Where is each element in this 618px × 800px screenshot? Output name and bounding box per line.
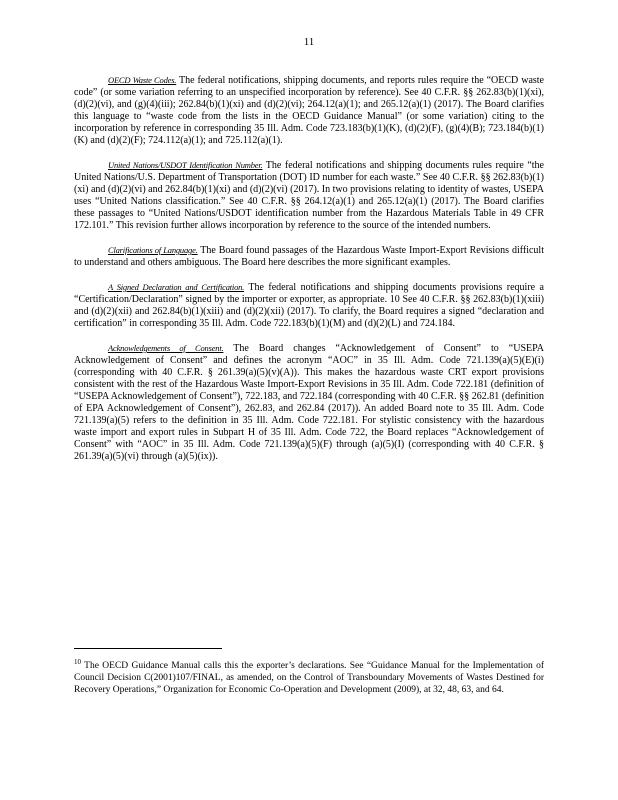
- footnote-text: The OECD Guidance Manual calls this the exporter’s declarations. See “Guidance Manual for the Implementation of Council Decision C(2001)107/FINAL, as amended, on the Control of Transboundary Movements of Wastes Destined for Recovery Operations,” Organization for Economic Co-Operation and Development (2009), at 32, 48, 63, and 64.: [74, 661, 544, 695]
- paragraph-heading: A Signed Declaration and Certification.: [108, 282, 245, 292]
- paragraph-heading: OECD Waste Codes.: [108, 75, 177, 85]
- paragraph-text: The federal notifications, shipping documents, and reports rules require the “OECD waste code” (or some variation referring to an unspecified incorporation by reference). See 40 C.F.R. §§ 262.83(b)(1)(xi), (d)(2)(vi), and (g)(4)(iii); 262.84(b)(1)(xi) and (d)(2)(vi); 264.12(a)(1); and 265.12(a)(1) (2017). The Board clarifies this language to “waste code from the lists in the OECD Guidance Manual” (or some variation) citing to the incorporation by reference in corresponding 35 Ill. Adm. Code 723.183(b)(1)(K), (d)(2)(F), (g)(4)(B); 723.184(b)(1)(K) and (d)(2)(F); 724.112(a)(1); and 725.112(a)(1).: [74, 75, 544, 146]
- paragraph-oecd-waste-codes: [74, 74, 544, 147]
- paragraph-acknowledgements-of-consent: [74, 342, 544, 463]
- footnote-mark: 10: [74, 657, 81, 666]
- paragraph-text: The Board found passages of the Hazardous Waste Import-Export Revisions difficult to understand and others ambiguous. The Board here describes the more significant examples.: [74, 245, 544, 268]
- paragraph-signed-declaration: [74, 281, 544, 330]
- paragraph-un-usdot-id-number: [74, 159, 544, 232]
- page-number: 11: [303, 36, 315, 48]
- footnote: [74, 657, 544, 696]
- footnote-divider: [74, 648, 222, 649]
- paragraph-heading: Clarifications of Language.: [108, 245, 198, 255]
- paragraph-text: The Board changes “Acknowledgement of Consent” to “USEPA Acknowledgement of Consent” and defines the acronym “AOC” in 35 Ill. Adm. Code 721.139(a)(5)(E)(i) (corresponding with 40 C.F.R. § 261.39(a)(5)(v)(A)). This makes the hazardous waste CRT export provisions consistent with the rest of the Hazardous Waste Import-Export Revisions in 35 Ill. Adm. Code 722.181 (definition of “USEPA Acknowledgement of Consent”), 722.183, and 722.184 (corresponding with 40 C.F.R. §§ 262.81 (definition of EPA Acknowledgement of Consent”), 262.83, and 262.84 (2017)). An added Board note to 35 Ill. Adm. Code 721.139(a)(5) refers to the definition in 35 Ill. Adm. Code 722.181. For stylistic consistency with the hazardous waste import and export rules in Subpart H of 35 Ill. Adm. Code 722, the Board replaces “Acknowledgement of Consent” with “AOC” in 35 Ill. Adm. Code 721.139(a)(5)(F) through (a)(5)(I) (corresponding with 40 C.F.R. § 261.39(a)(5)(vi) through (a)(5)(ix)).: [74, 343, 544, 462]
- paragraph-text: The federal notifications and shipping documents provisions require a “Certification/Declaration” signed by the importer or exporter, as appropriate. 10 See 40 C.F.R. §§ 262.83(b)(1)(xiii) and (d)(2)(xii) and 262.84(b)(1)(xiii) and (d)(2)(xii) (2017). To clarify, the Board requires a signed “declaration and certification” in corresponding 35 Ill. Adm. Code 722.183(b)(1)(M) and (d)(2)(L) and 724.184.: [74, 282, 544, 329]
- paragraph-clarifications-of-language: [74, 244, 544, 269]
- paragraph-heading: United Nations/USDOT Identification Number.: [108, 160, 263, 170]
- paragraph-text: The federal notifications and shipping documents rules require “the United Nations/U.S. Department of Transportation (DOT) ID number for each waste.” See 40 C.F.R. §§ 262.83(b)(1)(xi) and (d)(2)(vi) and 262.84(b)(1)(xi) and (d)(2)(vi) (2017). In two provisions relating to identity of wastes, USEPA uses “United Nations classification.” See 40 C.F.R. §§ 264.12(a)(1) and 265.12(a)(1) (2017). The Board clarifies these passages to “United Nations/USDOT identification number from the Hazardous Materials Table in 49 CFR 172.101.” This revision further allows incorporation by reference to the source of the intended numbers.: [74, 160, 544, 231]
- document-body: [74, 74, 544, 475]
- paragraph-heading: Acknowledgements of Consent.: [108, 343, 224, 353]
